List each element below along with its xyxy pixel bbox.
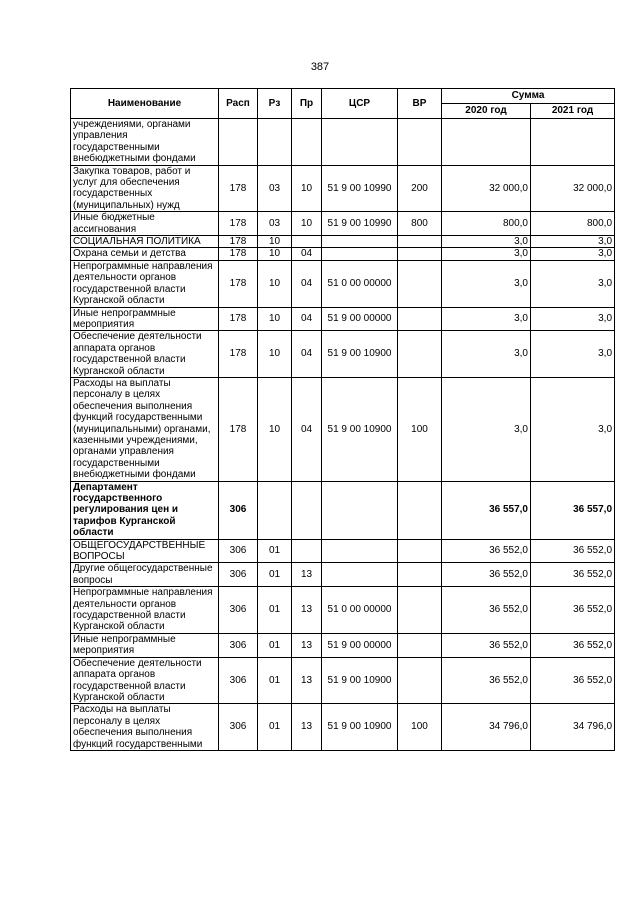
cell-rz: 10 bbox=[258, 248, 292, 260]
table-row bbox=[71, 563, 615, 587]
cell-csr bbox=[322, 248, 398, 260]
cell-vr bbox=[398, 539, 442, 563]
cell-csr: 51 9 00 00000 bbox=[322, 307, 398, 331]
cell-vr bbox=[398, 481, 442, 539]
cell-vr bbox=[398, 248, 442, 260]
cell-vr bbox=[398, 633, 442, 657]
cell-pr: 04 bbox=[292, 307, 322, 331]
cell-sum-2021: 3,0 bbox=[531, 377, 615, 481]
cell-name: Обеспечение деятельности аппарата органов государственной власти Курганской области bbox=[71, 657, 219, 704]
cell-rasp: 306 bbox=[219, 481, 258, 539]
cell-rz: 01 bbox=[258, 587, 292, 634]
cell-csr: 51 9 00 00000 bbox=[322, 633, 398, 657]
cell-csr: 51 9 00 10900 bbox=[322, 704, 398, 751]
cell-name: Непрограммные направления деятельности органов государственной власти Курганской области bbox=[71, 260, 219, 307]
table-row bbox=[71, 236, 615, 248]
cell-sum-2020 bbox=[442, 119, 531, 166]
header-year-2020: 2020 год bbox=[442, 104, 531, 119]
cell-rasp: 178 bbox=[219, 165, 258, 212]
cell-csr bbox=[322, 481, 398, 539]
cell-sum-2021: 800,0 bbox=[531, 212, 615, 236]
cell-name: Охрана семьи и детства bbox=[71, 248, 219, 260]
cell-sum-2021: 3,0 bbox=[531, 248, 615, 260]
cell-rz: 10 bbox=[258, 377, 292, 481]
cell-rz: 01 bbox=[258, 563, 292, 587]
cell-name: Непрограммные направления деятельности органов государственной власти Курганской области bbox=[71, 587, 219, 634]
cell-pr: 13 bbox=[292, 704, 322, 751]
cell-pr bbox=[292, 539, 322, 563]
cell-pr: 10 bbox=[292, 165, 322, 212]
table-row bbox=[71, 119, 615, 166]
cell-sum-2020: 3,0 bbox=[442, 236, 531, 248]
cell-sum-2020: 36 552,0 bbox=[442, 563, 531, 587]
cell-name: Департамент государственного регулирования цен и тарифов Курганской области bbox=[71, 481, 219, 539]
cell-vr bbox=[398, 236, 442, 248]
cell-csr bbox=[322, 236, 398, 248]
cell-rz: 03 bbox=[258, 165, 292, 212]
table-row bbox=[71, 633, 615, 657]
cell-vr: 800 bbox=[398, 212, 442, 236]
header-pr: Пр bbox=[292, 89, 322, 119]
cell-sum-2020: 3,0 bbox=[442, 248, 531, 260]
cell-name: Обеспечение деятельности аппарата органов государственной власти Курганской области bbox=[71, 331, 219, 378]
cell-pr: 04 bbox=[292, 248, 322, 260]
cell-name: ОБЩЕГОСУДАРСТВЕННЫЕ ВОПРОСЫ bbox=[71, 539, 219, 563]
cell-csr: 51 9 00 10900 bbox=[322, 377, 398, 481]
cell-rasp: 306 bbox=[219, 563, 258, 587]
cell-csr bbox=[322, 563, 398, 587]
cell-csr bbox=[322, 119, 398, 166]
cell-name: Закупка товаров, работ и услуг для обеспечения государственных (муниципальных) нужд bbox=[71, 165, 219, 212]
cell-name: Иные непрограммные мероприятия bbox=[71, 633, 219, 657]
cell-pr: 13 bbox=[292, 633, 322, 657]
cell-rasp: 306 bbox=[219, 704, 258, 751]
cell-rz: 10 bbox=[258, 331, 292, 378]
cell-csr: 51 9 00 10900 bbox=[322, 657, 398, 704]
cell-name: Расходы на выплаты персоналу в целях обеспечения выполнения функций государственными bbox=[71, 704, 219, 751]
cell-vr: 100 bbox=[398, 377, 442, 481]
cell-name: Иные бюджетные ассигнования bbox=[71, 212, 219, 236]
cell-sum-2021: 36 552,0 bbox=[531, 563, 615, 587]
cell-sum-2020: 36 552,0 bbox=[442, 539, 531, 563]
cell-sum-2020: 3,0 bbox=[442, 377, 531, 481]
cell-name: Расходы на выплаты персоналу в целях обеспечения выполнения функций государственными (муниципальными) органами, казенными учреждениями, органами управления государственными внебюджетными фондами bbox=[71, 377, 219, 481]
cell-sum-2021: 36 552,0 bbox=[531, 633, 615, 657]
cell-sum-2021: 36 552,0 bbox=[531, 539, 615, 563]
cell-sum-2020: 3,0 bbox=[442, 331, 531, 378]
cell-pr: 13 bbox=[292, 563, 322, 587]
header-sum: Сумма bbox=[442, 89, 615, 104]
cell-sum-2021: 36 552,0 bbox=[531, 657, 615, 704]
cell-vr bbox=[398, 119, 442, 166]
cell-pr: 04 bbox=[292, 260, 322, 307]
header-vr: ВР bbox=[398, 89, 442, 119]
cell-sum-2021: 34 796,0 bbox=[531, 704, 615, 751]
cell-sum-2021: 32 000,0 bbox=[531, 165, 615, 212]
budget-table bbox=[70, 88, 615, 751]
cell-sum-2020: 32 000,0 bbox=[442, 165, 531, 212]
cell-sum-2021: 3,0 bbox=[531, 260, 615, 307]
cell-rz: 01 bbox=[258, 704, 292, 751]
cell-name: учреждениями, органами управления государственными внебюджетными фондами bbox=[71, 119, 219, 166]
cell-vr: 100 bbox=[398, 704, 442, 751]
cell-csr bbox=[322, 539, 398, 563]
header-csr: ЦСР bbox=[322, 89, 398, 119]
cell-rasp: 178 bbox=[219, 377, 258, 481]
cell-rasp: 306 bbox=[219, 657, 258, 704]
table-row bbox=[71, 704, 615, 751]
cell-sum-2020: 3,0 bbox=[442, 307, 531, 331]
cell-rasp: 178 bbox=[219, 212, 258, 236]
cell-csr: 51 0 00 00000 bbox=[322, 587, 398, 634]
cell-pr: 13 bbox=[292, 657, 322, 704]
cell-pr: 10 bbox=[292, 212, 322, 236]
cell-vr bbox=[398, 587, 442, 634]
cell-sum-2021: 3,0 bbox=[531, 236, 615, 248]
cell-csr: 51 9 00 10990 bbox=[322, 212, 398, 236]
header-rasp: Расп bbox=[219, 89, 258, 119]
cell-sum-2020: 34 796,0 bbox=[442, 704, 531, 751]
cell-rz: 01 bbox=[258, 657, 292, 704]
cell-pr: 13 bbox=[292, 587, 322, 634]
cell-rasp: 306 bbox=[219, 633, 258, 657]
cell-rz bbox=[258, 119, 292, 166]
cell-sum-2021: 36 557,0 bbox=[531, 481, 615, 539]
cell-vr bbox=[398, 260, 442, 307]
cell-name: Другие общегосударственные вопросы bbox=[71, 563, 219, 587]
header-year-2021: 2021 год bbox=[531, 104, 615, 119]
cell-rz: 10 bbox=[258, 307, 292, 331]
table-row bbox=[71, 331, 615, 378]
cell-name: СОЦИАЛЬНАЯ ПОЛИТИКА bbox=[71, 236, 219, 248]
cell-vr bbox=[398, 657, 442, 704]
page-number: 387 bbox=[310, 61, 330, 73]
cell-sum-2021: 3,0 bbox=[531, 307, 615, 331]
cell-vr: 200 bbox=[398, 165, 442, 212]
table-body bbox=[71, 119, 615, 751]
cell-sum-2020: 800,0 bbox=[442, 212, 531, 236]
cell-rz: 10 bbox=[258, 236, 292, 248]
cell-pr: 04 bbox=[292, 377, 322, 481]
cell-rasp: 178 bbox=[219, 248, 258, 260]
cell-rz: 01 bbox=[258, 633, 292, 657]
cell-vr bbox=[398, 307, 442, 331]
header-rz: Рз bbox=[258, 89, 292, 119]
table-row bbox=[71, 539, 615, 563]
cell-rz: 03 bbox=[258, 212, 292, 236]
cell-rz bbox=[258, 481, 292, 539]
cell-csr: 51 9 00 10900 bbox=[322, 331, 398, 378]
header-name: Наименование bbox=[71, 89, 219, 119]
cell-sum-2021: 3,0 bbox=[531, 331, 615, 378]
cell-csr: 51 0 00 00000 bbox=[322, 260, 398, 307]
cell-pr: 04 bbox=[292, 331, 322, 378]
table-row bbox=[71, 587, 615, 634]
cell-rasp: 178 bbox=[219, 260, 258, 307]
table-row bbox=[71, 377, 615, 481]
cell-pr bbox=[292, 481, 322, 539]
cell-sum-2020: 36 557,0 bbox=[442, 481, 531, 539]
cell-vr bbox=[398, 563, 442, 587]
cell-sum-2021: 36 552,0 bbox=[531, 587, 615, 634]
table-row bbox=[71, 165, 615, 212]
cell-pr bbox=[292, 236, 322, 248]
cell-rasp: 306 bbox=[219, 587, 258, 634]
cell-rasp: 178 bbox=[219, 331, 258, 378]
cell-vr bbox=[398, 331, 442, 378]
cell-rz: 01 bbox=[258, 539, 292, 563]
table-row bbox=[71, 212, 615, 236]
cell-csr: 51 9 00 10990 bbox=[322, 165, 398, 212]
table-row bbox=[71, 260, 615, 307]
header-row bbox=[71, 89, 615, 104]
cell-rasp: 178 bbox=[219, 307, 258, 331]
cell-sum-2020: 3,0 bbox=[442, 260, 531, 307]
cell-rasp: 178 bbox=[219, 236, 258, 248]
table-row bbox=[71, 481, 615, 539]
cell-sum-2020: 36 552,0 bbox=[442, 587, 531, 634]
cell-pr bbox=[292, 119, 322, 166]
cell-sum-2020: 36 552,0 bbox=[442, 657, 531, 704]
cell-rasp: 306 bbox=[219, 539, 258, 563]
cell-rasp bbox=[219, 119, 258, 166]
table-row bbox=[71, 307, 615, 331]
table-row bbox=[71, 657, 615, 704]
cell-rz: 10 bbox=[258, 260, 292, 307]
table-row bbox=[71, 248, 615, 260]
cell-name: Иные непрограммные мероприятия bbox=[71, 307, 219, 331]
cell-sum-2020: 36 552,0 bbox=[442, 633, 531, 657]
cell-sum-2021 bbox=[531, 119, 615, 166]
